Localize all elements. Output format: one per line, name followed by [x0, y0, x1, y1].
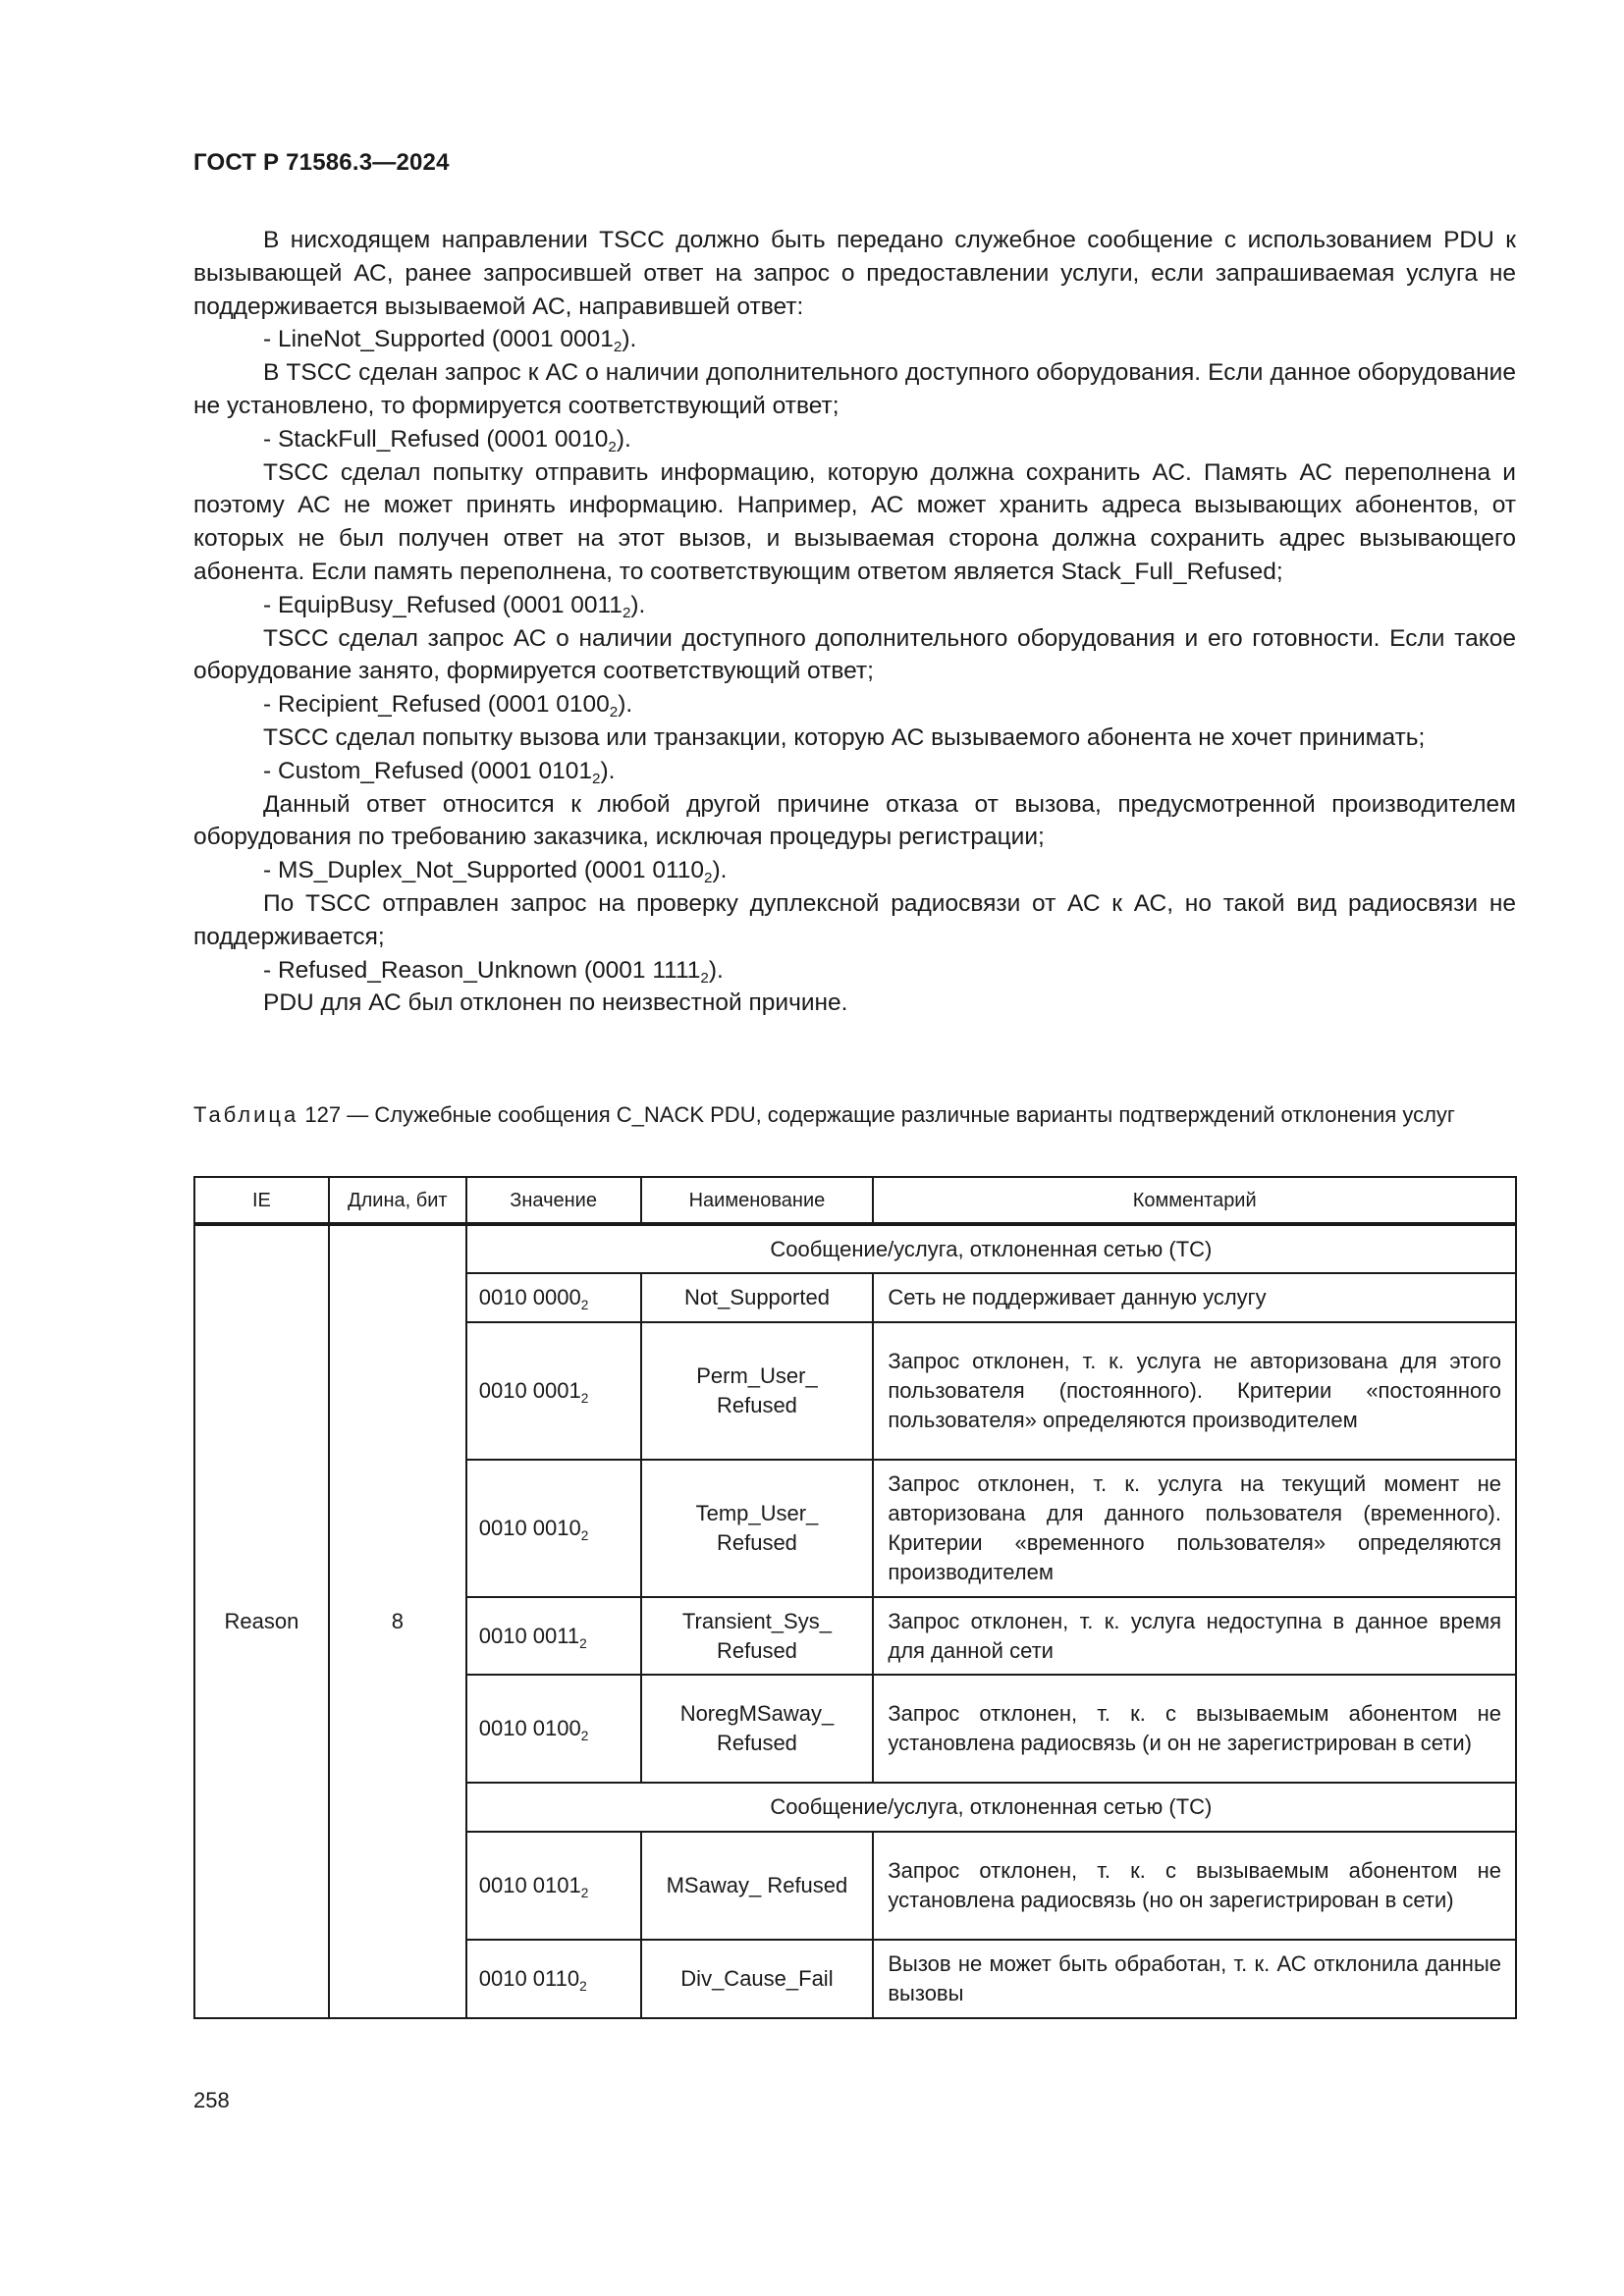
table-group-row — [194, 1224, 1516, 1273]
data-table — [193, 1176, 1517, 2019]
value-cell: 0010 $0110_2$ — [466, 1940, 641, 2018]
list-item: - LineNot_Supported (0001 $0001_2$). — [263, 326, 637, 356]
paragraph: По TSCC отправлен запрос на проверку дуплексной радиосвязи от АС к АС, но такой вид радиосвязи не поддерживается; — [193, 889, 1516, 950]
comment-cell: Запрос отклонен, т. к. услуга не авторизована для этого пользователя (постоянного). Критерии «постоянного пользователя» определяются производителем — [873, 1322, 1516, 1460]
comment-cell: Запрос отклонен, т. к. услуга на текущий момент не авторизована для данного пользователя (временного). Критерии «временного пользователя» определяются производителем — [873, 1460, 1516, 1597]
column-header-name: Наименование — [641, 1177, 874, 1224]
table-caption-text: 127 — Служебные сообщения C_NACK PDU, содержащие различные варианты подтверждений отклонения услуг — [304, 1102, 1455, 1127]
group-title: Сообщение/услуга, отклоненная сетью (ТС) — [466, 1224, 1516, 1273]
value-cell: 0010 $0001_2$ — [466, 1322, 641, 1460]
column-header-ie: IE — [194, 1177, 329, 1224]
list-item: - MS_Duplex_Not_Supported (0001 $0110_2$). — [263, 857, 728, 887]
value-cell: 0010 $0101_2$ — [466, 1832, 641, 1940]
list-item: - Refused_Reason_Unknown (0001 $1111_2$). — [263, 956, 724, 987]
body-text — [193, 224, 1516, 1020]
paragraph: В TSCC сделан запрос к АС о наличии дополнительного доступного оборудования. Если данное оборудование не установлено, то формируется соответствующий ответ; — [193, 359, 1516, 419]
value-cell: 0010 $0011_2$ — [466, 1597, 641, 1675]
name-cell: Transient_Sys_ Refused — [641, 1597, 874, 1675]
name-cell: Not_Supported — [641, 1273, 874, 1322]
value-cell: 0010 $0010_2$ — [466, 1460, 641, 1597]
column-header-value: Значение — [466, 1177, 641, 1224]
document-page — [193, 0, 1516, 2296]
list-item: - StackFull_Refused (0001 $0010_2$). — [263, 425, 631, 455]
paragraph: PDU для АС был отклонен по неизвестной причине. — [263, 989, 848, 1017]
name-cell: Div_Cause_Fail — [641, 1940, 874, 2018]
group-title: Сообщение/услуга, отклоненная сетью (ТС) — [466, 1783, 1516, 1832]
list-item: - EquipBusy_Refused (0001 $0011_2$). — [263, 591, 646, 621]
name-cell: NoregMSaway_ Refused — [641, 1675, 874, 1783]
paragraph: Данный ответ относится к любой другой причине отказа от вызова, предусмотренной производителем оборудования по требованию заказчика, исключая процедуры регистрации; — [193, 790, 1516, 851]
paragraph: TSCC сделал попытку отправить информацию, которую должна сохранить АС. Память АС переполнена и поэтому АС не может принять информацию. Например, АС может хранить адреса вызывающих абонентов, от которых не был получен ответ на этот вызов, и вызываемая сторона должна сохранить адрес вызывающего абонента. Если память переполнена, то соответствующим ответом является Stack_Full_Refused; — [193, 458, 1516, 585]
comment-cell: Сеть не поддерживает данную услугу — [873, 1273, 1516, 1322]
column-header-comment: Комментарий — [873, 1177, 1516, 1224]
document-header: ГОСТ Р 71586.3—2024 — [193, 149, 450, 176]
name-cell: MSaway_ Refused — [641, 1832, 874, 1940]
page-number: 258 — [193, 2088, 230, 2112]
list-item: - Custom_Refused (0001 $0101_2$). — [263, 757, 616, 787]
length-cell: 8 — [329, 1224, 466, 2018]
paragraph: TSCC сделал запрос АС о наличии доступного дополнительного оборудования и его готовности. Если такое оборудование занято, формируется соответствующий ответ; — [193, 624, 1516, 685]
table-header-row — [194, 1177, 1516, 1224]
table-caption — [193, 1099, 1516, 1130]
name-cell: Temp_User_ Refused — [641, 1460, 874, 1597]
comment-cell: Запрос отклонен, т. к. с вызываемым абонентом не установлена радиосвязь (но он зарегистрирован в сети) — [873, 1832, 1516, 1940]
paragraph: TSCC сделал попытку вызова или транзакции, которую АС вызываемого абонента не хочет принимать; — [263, 723, 1426, 751]
name-cell: Perm_User_ Refused — [641, 1322, 874, 1460]
list-item: - Recipient_Refused (0001 $0100_2$). — [263, 691, 633, 721]
ie-cell: Reason — [194, 1224, 329, 2018]
comment-cell: Запрос отклонен, т. к. с вызываемым абонентом не установлена радиосвязь (и он не зарегистрирован в сети) — [873, 1675, 1516, 1783]
value-cell: 0010 $0100_2$ — [466, 1675, 641, 1783]
paragraph: В нисходящем направлении TSCC должно быть передано служебное сообщение с использованием PDU к вызывающей АС, ранее запросившей ответ на запрос о предоставлении услуги, если запрашиваемая услуга не поддерживается вызываемой АС, направившей ответ: — [193, 227, 1516, 320]
comment-cell: Запрос отклонен, т. к. услуга недоступна в данное время для данной сети — [873, 1597, 1516, 1675]
value-cell: 0010 $0000_2$ — [466, 1273, 641, 1322]
table-caption-label: Таблица — [193, 1102, 299, 1127]
comment-cell: Вызов не может быть обработан, т. к. АС отклонила данные вызовы — [873, 1940, 1516, 2018]
column-header-length: Длина, бит — [329, 1177, 466, 1224]
